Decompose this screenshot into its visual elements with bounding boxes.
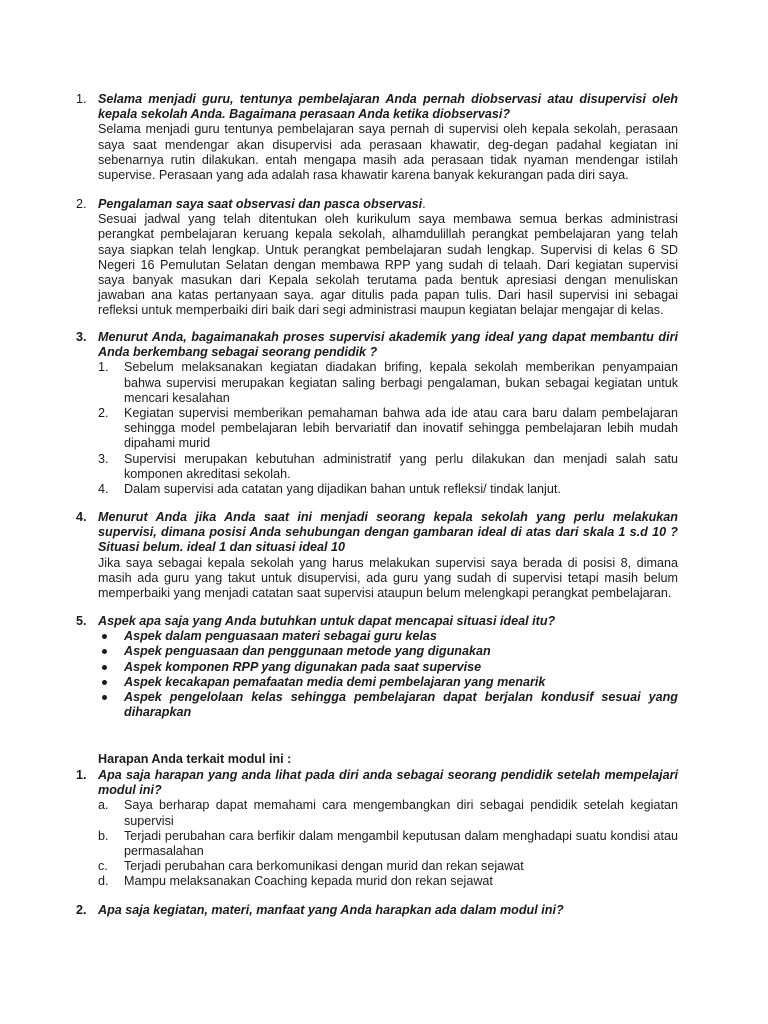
sub-number: 4. xyxy=(98,482,109,497)
sub-number: 3. xyxy=(98,451,109,466)
bullet-item-4 xyxy=(98,675,678,690)
bullet-dot-icon xyxy=(102,649,107,654)
harapan-item-1 xyxy=(0,768,768,890)
sub-text: Dalam supervisi ada catatan yang dijadikan bahan untuk refleksi/ tindak lanjut. xyxy=(124,482,561,497)
item-number: 4. xyxy=(76,510,87,524)
question-item-4 xyxy=(0,510,768,601)
letter-text: Saya berharap dapat memahami cara mengembangkan diri sebagai pendidik setelah kegiatan supervisi xyxy=(124,798,678,828)
bullet-item-1 xyxy=(98,629,678,644)
letter-item-b xyxy=(98,829,678,859)
sub-number: 2. xyxy=(98,406,109,421)
letter-label: c. xyxy=(98,859,108,874)
bullet-text: Aspek dalam penguasaan materi sebagai guru kelas xyxy=(124,629,437,644)
item-number: 5. xyxy=(76,614,87,628)
bullet-dot-icon xyxy=(102,680,107,685)
sub-item-1 xyxy=(98,360,678,406)
question-text: Apa saja harapan yang anda lihat pada diri anda sebagai seorang pendidik setelah mempelajari modul ini? xyxy=(98,768,678,798)
question-text: Selama menjadi guru, tentunya pembelajaran Anda pernah diobservasi atau disupervisi oleh kepala sekolah Anda. Bagaimana perasaan Anda ketika diobservasi? xyxy=(98,92,678,122)
question-text: Menurut Anda jika Anda saat ini menjadi seorang kepala sekolah yang perlu melakukan supervisi, dimana posisi Anda sehubungan dengan gambaran ideal di atas dari skala 1 s.d 10 ? Situasi belum. ideal 1 dan situasi ideal 10 xyxy=(98,510,678,555)
answer-text: Sesuai jadwal yang telah ditentukan oleh kurikulum saya membawa semua berkas administrasi perangkat pembelajaran keruang kepala sekolah, alhamdulillah perangkat pembelajaran yang telah saya siapkan telah lengkap. Untuk perangkat pembelajaran sudah lengkap. Supervisi di kelas 6 SD Negeri 16 Pemulutan Selatan dengan membawa RPP yang sudah di telaah. Dari kegiatan supervisi saya banyak masukan dari Kepala sekolah terutama pada bentuk apresiasi dengan menuliskan jawaban ana katas pertanyaan saya. agar ditulis pada papan tulis. Dari hasil supervisi ini sebagai refleksi untuk memperbaiki diri baik dari segi administrasi maupun kegiatan belajar mengajar di kelas. xyxy=(98,212,678,318)
bullet-text: Aspek pengelolaan kelas sehingga pembelajaran dapat berjalan kondusif sesuai yang diharapkan xyxy=(124,690,678,720)
question-item-3 xyxy=(0,330,768,497)
letter-label: d. xyxy=(98,874,109,889)
question-text: Apa saja kegiatan, materi, manfaat yang Anda harapkan ada dalam modul ini? xyxy=(98,903,564,917)
letter-item-c xyxy=(98,859,678,874)
item-number: 1. xyxy=(76,92,87,106)
answer-text: Selama menjadi guru tentunya pembelajaran saya pernah di supervisi oleh kepala sekolah, perasaan saya saat mendengar akan disupervisi ada perasaan khawatir, deg-degan padahal kegiatan ini sebenarnya rutin dilakukan. entah mengapa masih ada perasaan tidak nyaman mendengar istilah supervise. Perasaan yang ada adalah rasa khawatir karena banyak kekurangan pada diri saya. xyxy=(98,122,678,183)
sub-text: Supervisi merupakan kebutuhan administratif yang perlu dilakukan dan menjadi salah satu komponen akreditasi sekolah. xyxy=(124,451,678,481)
section-heading: Harapan Anda terkait modul ini : xyxy=(98,752,292,766)
bullet-dot-icon xyxy=(102,695,107,700)
item-number: 3. xyxy=(76,330,87,344)
question-suffix: . xyxy=(422,197,426,211)
letter-label: b. xyxy=(98,828,109,843)
letter-label: a. xyxy=(98,798,109,813)
letter-item-a xyxy=(98,798,678,828)
bullet-item-3 xyxy=(98,660,678,675)
question-text: Aspek apa saja yang Anda butuhkan untuk dapat mencapai situasi ideal itu? xyxy=(98,614,556,628)
item-number: 1. xyxy=(76,768,87,782)
bullet-dot-icon xyxy=(102,665,107,670)
question-main: Pengalaman saya saat observasi dan pasca observasi xyxy=(98,197,423,211)
question-item-2 xyxy=(0,197,768,319)
sub-item-2 xyxy=(98,406,678,452)
item-number: 2. xyxy=(76,903,87,917)
question-text: Menurut Anda, bagaimanakah proses supervisi akademik yang ideal yang dapat membantu diri Anda berkembang sebagai seorang pendidik ? xyxy=(98,330,678,360)
bullet-item-2 xyxy=(98,644,678,659)
letter-text: Terjadi perubahan cara berfikir dalam mengambil keputusan dalam menghadapi suatu kondisi atau permasalahan xyxy=(124,828,678,859)
bullet-dot-icon xyxy=(102,634,107,639)
letter-text: Mampu melaksanakan Coaching kepada murid don rekan sejawat xyxy=(124,874,493,889)
letter-item-d xyxy=(98,874,678,889)
question-text xyxy=(98,197,678,212)
answer-text: Jika saya sebagai kepala sekolah yang harus melakukan supervisi saya berada di posisi 8, dimana masih ada guru yang takut untuk disupervisi, ada guru yang sudah di supervisi tetapi masih belum memperbaiki yang menjadi catatan saat supervisi ataupun belum melengkapi perangkat pembelajaran. xyxy=(98,555,678,601)
item-number: 2. xyxy=(76,197,87,211)
sub-item-4 xyxy=(98,482,678,497)
sub-number: 1. xyxy=(98,360,109,375)
question-item-5 xyxy=(0,614,768,720)
bullet-text: Aspek kecakapan pemafaatan media demi pembelajaran yang menarik xyxy=(124,674,546,689)
harapan-item-2 xyxy=(0,903,768,918)
letter-text: Terjadi perubahan cara berkomunikasi dengan murid dan rekan sejawat xyxy=(124,859,524,874)
sub-item-3 xyxy=(98,452,678,482)
bullet-item-5 xyxy=(98,690,678,720)
bullet-text: Aspek komponen RPP yang digunakan pada saat supervise xyxy=(124,659,482,674)
sub-text: Sebelum melaksanakan kegiatan diadakan brifing, kepala sekolah memberikan penyampaian bahwa supervisi merupakan kegiatan saling berbagi pengalaman, bukan sebagai kegiatan untuk mencari kesalahan xyxy=(124,360,678,405)
sub-text: Kegiatan supervisi memberikan pemahaman bahwa ada ide atau cara baru dalam pembelajaran sehingga model pembelajaran lebih bervariatif dan inovatif sehingga pembelajaran lebih mudah dipahami murid xyxy=(124,406,678,451)
bullet-text: Aspek penguasaan dan penggunaan metode yang digunakan xyxy=(124,644,491,659)
question-item-1 xyxy=(0,92,768,183)
